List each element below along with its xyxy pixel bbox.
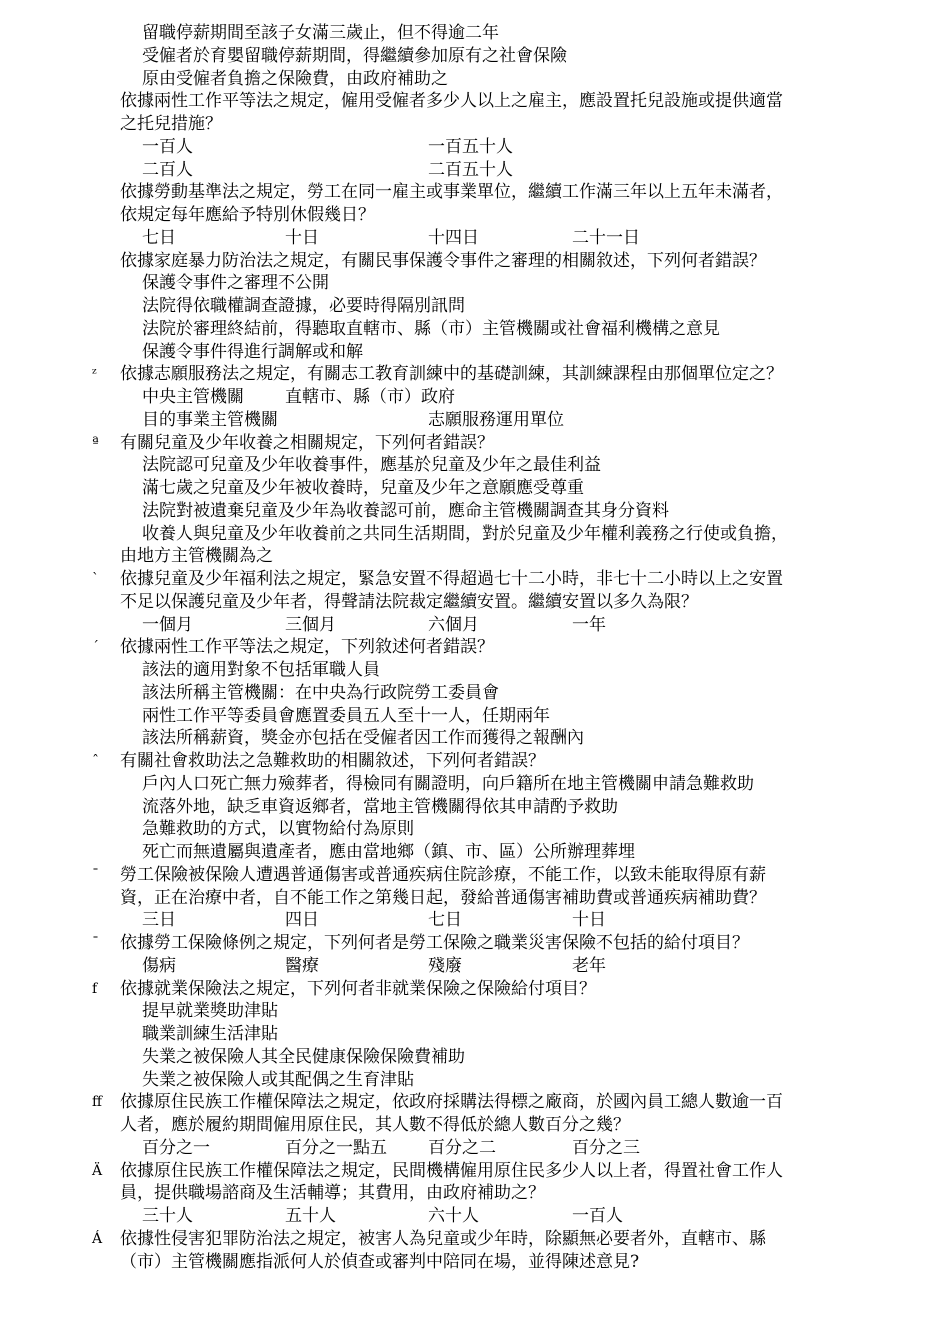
question-text: 之托兒措施？: [120, 114, 222, 134]
options-row: [0, 909, 950, 932]
option-choice: 二百五十人: [428, 159, 513, 180]
option-line: [0, 341, 950, 364]
option-text: 該法的適用對象不包括軍職人員: [142, 660, 380, 680]
options-row: [0, 136, 950, 159]
option-choice: 六個月: [428, 614, 479, 635]
option-text: 留職停薪期間至該子女滿三歲止，但不得逾二年: [142, 23, 499, 43]
question-text: 依據勞動基準法之規定，勞工在同一雇主或事業單位，繼續工作滿三年以上五年未滿者，: [120, 182, 783, 203]
option-choice: 十日: [572, 910, 606, 931]
options-row: [0, 1137, 950, 1160]
option-choice: 傷病: [142, 955, 176, 976]
option-text: 死亡而無遺屬與遺產者，應由當地鄉（鎮、市、區）公所辦理葬埋: [142, 842, 635, 862]
option-choice: 二十一日: [572, 227, 640, 248]
option-text: 該法所稱主管機關：在中央為行政院勞工委員會: [142, 682, 499, 703]
question-marker: `: [92, 571, 99, 587]
question-text: 有關兒童及少年收養之相關規定，下列何者錯誤？: [120, 432, 494, 453]
option-choice: 三十人: [142, 1206, 193, 1226]
option-line: [0, 22, 950, 45]
options-row: [0, 386, 950, 409]
question-text: 依據勞工保險條例之規定，下列何者是勞工保險之職業災害保險不包括的給付項目？: [120, 933, 749, 953]
option-choice: 二百人: [142, 159, 193, 180]
question-marker: f: [92, 980, 98, 997]
option-line: [0, 68, 950, 91]
option-choice: 五十人: [285, 1206, 336, 1226]
options-row: [0, 1205, 950, 1228]
question-line: [0, 1114, 950, 1137]
question-line: [0, 181, 950, 204]
option-line: [0, 659, 950, 682]
option-choice: 三日: [142, 910, 176, 931]
option-text: 原由受僱者負擔之保險費，由政府補助之: [142, 68, 448, 89]
question-marker: ˉ: [92, 866, 99, 883]
question-line: [0, 1182, 950, 1205]
option-text: 急難救助的方式，以實物給付為原則: [142, 819, 414, 840]
option-line: [0, 682, 950, 705]
option-line: [0, 1023, 950, 1046]
question-line: [0, 363, 950, 386]
option-text: 保護令事件得進行調解或和解: [142, 341, 363, 362]
question-text: 有關社會救助法之急難救助的相關敘述，下列何者錯誤？: [120, 751, 545, 771]
question-line: [0, 932, 950, 955]
option-line: [0, 773, 950, 796]
options-row: [0, 227, 950, 250]
option-line: [0, 295, 950, 318]
option-choice: 七日: [428, 910, 462, 931]
option-text: 提早就業獎助津貼: [142, 1001, 278, 1022]
option-line: [0, 45, 950, 68]
question-marker: ᶻ: [92, 366, 97, 383]
option-choice: 目的事業主管機關: [142, 409, 278, 430]
question-line: [0, 432, 950, 455]
option-choice: 十四日: [428, 227, 479, 248]
option-text: 受僱者於育嬰留職停薪期間，得繼續參加原有之社會保險: [142, 45, 567, 66]
option-line: [0, 318, 950, 341]
option-choice: 百分之二: [428, 1137, 496, 1158]
option-choice: 百分之三: [572, 1137, 640, 1158]
option-line: [0, 705, 950, 728]
option-choice: 殘廢: [428, 955, 462, 976]
option-choice: 老年: [572, 955, 606, 976]
option-text: 戶內人口死亡無力殮葬者，得檢同有關證明，向戶籍所在地主管機關申請急難救助: [142, 773, 754, 794]
question-text: 依規定每年應給予特別休假幾日？: [120, 205, 375, 225]
question-text: 依據兒童及少年福利法之規定，緊急安置不得超過七十二小時，非七十二小時以上之安置: [120, 569, 783, 589]
question-text: 依據兩性工作平等法之規定，僱用受僱者多少人以上之雇主，應設置托兒設施或提供適當: [120, 91, 783, 112]
option-line: [0, 454, 950, 477]
question-text: 依據原住民族工作權保障法之規定，依政府採購法得標之廠商，於國內員工總人數逾一百: [120, 1092, 783, 1113]
option-text: 滿七歲之兒童及少年被收養時，兒童及少年之意願應受尊重: [142, 478, 584, 498]
question-line: [0, 545, 950, 568]
question-text: 依據志願服務法之規定，有關志工教育訓練中的基礎訓練，其訓練課程由那個單位定之？: [120, 364, 783, 385]
question-text: 員，提供職場諮商及生活輔導；其費用，由政府補助之？: [120, 1183, 545, 1204]
question-marker: ff: [92, 1094, 102, 1111]
question-line: [0, 591, 950, 614]
option-text: 法院對被遺棄兒童及少年為收養認可前，應命主管機關調查其身分資料: [142, 500, 669, 521]
option-line: [0, 818, 950, 841]
question-text: 依據原住民族工作權保障法之規定，民間機構僱用原住民多少人以上者，得置社會工作人: [120, 1160, 783, 1181]
question-text: 由地方主管機關為之: [120, 546, 273, 567]
option-text: 失業之被保險人其全民健康保險保險費補助: [142, 1046, 465, 1067]
question-line: [0, 1251, 950, 1274]
question-marker: ˆ: [92, 753, 99, 769]
option-line: [0, 841, 950, 864]
options-row: [0, 614, 950, 637]
option-line: [0, 477, 950, 500]
option-text: 法院認可兒童及少年收養事件，應基於兒童及少年之最佳利益: [142, 455, 601, 476]
question-line: [0, 90, 950, 113]
option-choice: 一年: [572, 614, 606, 635]
question-marker: Á: [92, 1230, 103, 1247]
question-text: 依據家庭暴力防治法之規定，有關民事保護令事件之審理的相關敘述，下列何者錯誤？: [120, 250, 766, 271]
question-line: [0, 864, 950, 887]
exam-document: [0, 22, 950, 1273]
question-line: [0, 204, 950, 227]
option-text: 職業訓練生活津貼: [142, 1024, 278, 1044]
option-choice: 一百人: [142, 136, 193, 157]
option-choice: 志願服務運用單位: [428, 409, 564, 430]
question-marker: Ä: [92, 1162, 103, 1179]
option-choice: 百分之一: [142, 1137, 210, 1158]
question-line: [0, 887, 950, 910]
question-text: 資，正在治療中者，自不能工作之第幾日起，發給普通傷害補助費或普通疾病補助費？: [120, 887, 766, 908]
question-line: [0, 568, 950, 591]
option-choice: 六十人: [428, 1206, 479, 1226]
question-marker: ˉ: [92, 935, 99, 951]
option-choice: 七日: [142, 227, 176, 248]
options-row: [0, 409, 950, 432]
option-choice: 醫療: [285, 955, 319, 976]
question-line: [0, 978, 950, 1001]
option-choice: 四日: [285, 910, 319, 931]
option-line: [0, 1000, 950, 1023]
option-text: 兩性工作平等委員會應置委員五人至十一人，任期兩年: [142, 705, 550, 726]
option-choice: 直轄市、縣（市）政府: [285, 387, 455, 407]
option-text: 收養人與兒童及少年收養前之共同生活期間，對於兒童及少年權利義務之行使或負擔，: [142, 523, 788, 544]
question-text: 不足以保護兒童及少年者，得聲請法院裁定繼續安置。繼續安置以多久為限？: [120, 591, 698, 612]
question-text: 依據性侵害犯罪防治法之規定，被害人為兒童或少年時，除顯無必要者外，直轄市、縣: [120, 1228, 766, 1249]
option-choice: 百分之一點五: [285, 1137, 387, 1158]
option-line: [0, 523, 950, 546]
option-line: [0, 1069, 950, 1092]
option-line: [0, 500, 950, 523]
question-line: [0, 1160, 950, 1183]
option-line: [0, 272, 950, 295]
question-text: 依據兩性工作平等法之規定，下列敘述何者錯誤？: [120, 637, 494, 658]
option-text: 保護令事件之審理不公開: [142, 273, 329, 294]
option-choice: 十日: [285, 227, 319, 248]
option-line: [0, 1046, 950, 1069]
option-text: 失業之被保險人或其配偶之生育津貼: [142, 1069, 414, 1090]
question-text: 勞工保險被保險人遭遇普通傷害或普通疾病住院診療，不能工作，以致未能取得原有薪: [120, 864, 766, 885]
option-line: [0, 796, 950, 819]
option-choice: 三個月: [285, 614, 336, 635]
option-text: 流落外地，缺乏車資返鄉者，當地主管機關得依其申請酌予救助: [142, 796, 618, 817]
option-choice: 一百人: [572, 1206, 623, 1226]
question-line: [0, 113, 950, 136]
option-line: [0, 727, 950, 750]
option-choice: 中央主管機關: [142, 387, 244, 407]
question-line: [0, 1228, 950, 1251]
option-text: 法院得依職權調查證據，必要時得隔別訊問: [142, 296, 465, 316]
question-text: （市）主管機關應指派何人於偵查或審判中陪同在場，並得陳述意見?: [120, 1251, 640, 1272]
question-marker: ˊ: [92, 639, 99, 656]
option-choice: 一個月: [142, 614, 193, 635]
question-marker: ª: [92, 434, 99, 451]
question-line: [0, 750, 950, 773]
option-text: 法院於審理終結前，得聽取直轄市、縣（市）主管機關或社會福利機構之意見: [142, 318, 720, 339]
option-text: 該法所稱薪資，獎金亦包括在受僱者因工作而獲得之報酬內: [142, 728, 584, 749]
options-row: [0, 955, 950, 978]
question-line: [0, 250, 950, 273]
question-line: [0, 1091, 950, 1114]
options-row: [0, 159, 950, 182]
option-choice: 一百五十人: [428, 136, 513, 157]
question-text: 依據就業保險法之規定，下列何者非就業保險之保險給付項目？: [120, 978, 596, 999]
question-line: [0, 636, 950, 659]
question-text: 人者，應於履約期間僱用原住民，其人數不得低於總人數百分之幾？: [120, 1115, 630, 1135]
